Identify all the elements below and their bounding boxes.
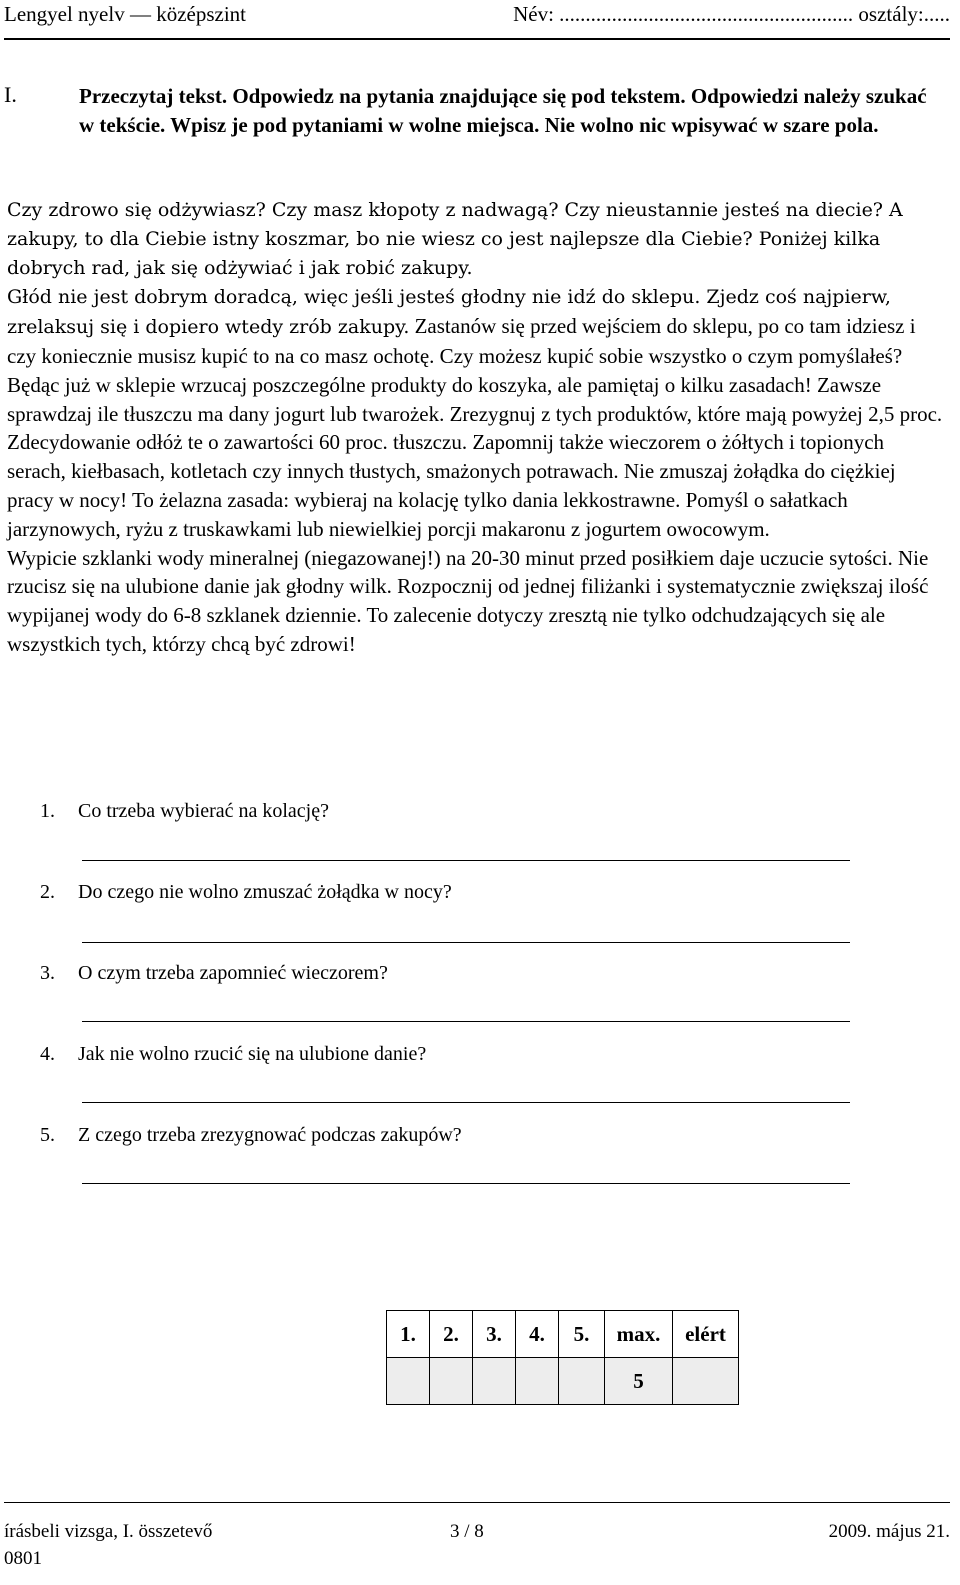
page-footer [4, 1502, 950, 1569]
text-paragraph-shopping-rest: Zastanów się przed wejściem do sklepu, po co tam idziesz i czy koniecznie musisz kupić to na co masz ochotę. Czy możesz kupić sobie wszystko o czym pomyślałeś? Będąc już w sklepie wrzucaj poszczególne produkty do koszyka, ale pamiętaj o kilku zasadach! Zawsze sprawdzaj ile tłuszczu ma dany jogurt lub twarożek. Zrezygnuj z tych produktów, które mają powyżej 2,5 proc. Zdecydowanie odłóż te o zawartości 60 proc. tłuszczu. Zapomnij także wieczorem o żółtych i topionych serach, kiełbasach, kotletach czy innych tłustych, smażonych potrawach. Nie zmuszaj żołądka do ciężkiej pracy w nocy! To żelazna zasada: wybieraj na kolację tylko dania lekkostrawne. Pomyśl o sałatkach jarzynowych, ryżu z truskawkami lub niewielkiej porcji makaronu z jogurtem owocowym. [7, 314, 943, 541]
answer-line-3[interactable] [82, 1021, 850, 1022]
answer-line-4[interactable] [82, 1102, 850, 1103]
footer-exam-part: írásbeli vizsga, I. összetevő [4, 1521, 213, 1542]
question-text: O czym trzeba zapomnieć wieczorem? [78, 962, 388, 984]
answer-line-2[interactable] [82, 942, 850, 943]
score-header-5: 5. [559, 1311, 605, 1358]
header-subject: Lengyel nyelv — középszint [4, 2, 247, 26]
footer-code: 0801 [4, 1548, 42, 1569]
score-header-achieved: elért [673, 1311, 739, 1358]
question-text: Do czego nie wolno zmuszać żołądka w nocy? [78, 881, 452, 903]
answer-line-1[interactable] [82, 860, 850, 861]
text-paragraph-shopping-start: Głód nie jest dobrym doradcą, więc jeśli jesteś głodny nie idź do sklepu. Zjedz coś najpierw, zrelaksuj się i dopiero wtedy zrób zakupy. [7, 286, 891, 339]
score-cell-2 [430, 1358, 473, 1405]
score-cell-max: 5 [605, 1358, 673, 1405]
score-cell-1 [387, 1358, 430, 1405]
reading-text [7, 196, 943, 659]
score-cell-5 [559, 1358, 605, 1405]
answer-line-5[interactable] [82, 1183, 850, 1184]
score-cell-achieved [673, 1358, 739, 1405]
score-header-2: 2. [430, 1311, 473, 1358]
header-name-field: Név: ........................................................ osztály:..... [513, 2, 950, 26]
question-text: Jak nie wolno rzucić się na ulubione danie? [78, 1043, 427, 1065]
score-table-header-row [387, 1311, 739, 1358]
footer-date: 2009. május 21. [828, 1521, 950, 1542]
footer-page-number: 3 / 8 [450, 1521, 484, 1542]
question-text: Co trzeba wybierać na kolację? [78, 800, 329, 822]
section-number: I. [4, 82, 17, 107]
question-number: 4. [40, 1043, 55, 1065]
task-instructions: Przeczytaj tekst. Odpowiedz na pytania znajdujące się pod tekstem. Odpowiedzi należy szukać w tekście. Wpisz je pod pytaniami w wolne miejsca. Nie wolno nic wpisywać w szare pola. [79, 84, 927, 137]
question-text: Z czego trzeba zrezygnować podczas zakupów? [78, 1124, 462, 1146]
score-header-max: max. [605, 1311, 673, 1358]
score-cell-4 [516, 1358, 559, 1405]
question-number: 5. [40, 1124, 55, 1146]
text-paragraph-intro: Czy zdrowo się odżywiasz? Czy masz kłopoty z nadwagą? Czy nieustannie jesteś na diecie? A zakupy, to dla Ciebie istny koszmar, bo nie wiesz co jest najlepsze dla Ciebie? Poniżej kilka dobrych rad, jak się odżywiać i jak robić zakupy. [7, 199, 903, 279]
question-number: 3. [40, 962, 55, 984]
score-header-3: 3. [473, 1311, 516, 1358]
score-header-4: 4. [516, 1311, 559, 1358]
question-number: 1. [40, 800, 55, 822]
page-header [4, 0, 950, 40]
question-number: 2. [40, 881, 55, 903]
text-paragraph-water: Wypicie szklanki wody mineralnej (niegazowanej!) na 20-30 minut przed posiłkiem daje uczucie sytości. Nie rzucisz się na ulubione danie jak głodny wilk. Rozpocznij od jednej filiżanki i systematycznie zwiększaj ilość wypijanej wody do 6-8 szklanek dziennie. To zalecenie dotyczy zresztą nie tylko odchudzających się ale wszystkich tych, którzy chcą być zdrowi! [7, 545, 929, 656]
score-header-1: 1. [387, 1311, 430, 1358]
score-table-value-row [387, 1358, 739, 1405]
score-table [386, 1310, 739, 1405]
text-paragraph-shopping [7, 282, 943, 543]
score-cell-3 [473, 1358, 516, 1405]
